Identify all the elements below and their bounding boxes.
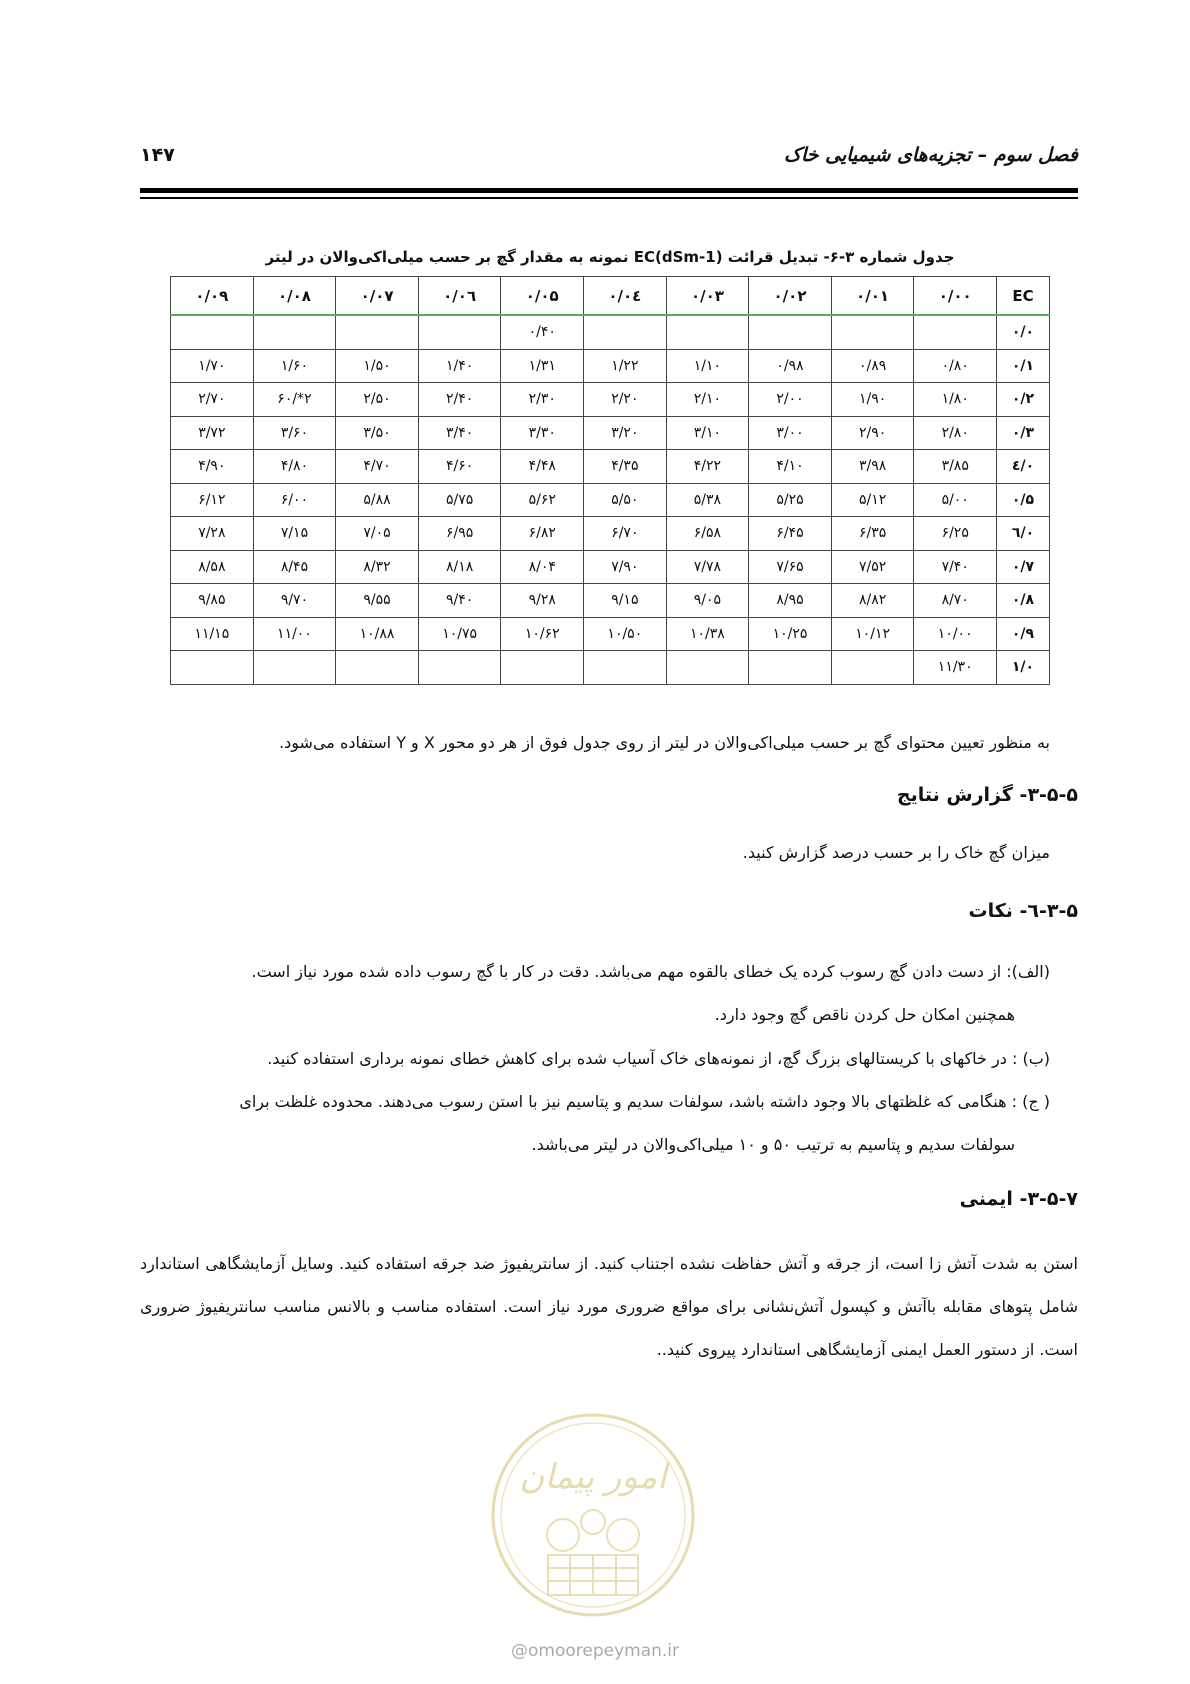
- table-cell: ۵/۱۲: [831, 483, 914, 517]
- table-cell: ۱۱/۱۵: [171, 617, 254, 651]
- table-row-header: ۰/۳: [997, 416, 1050, 450]
- table-cell: ۷/۱۵: [253, 517, 336, 551]
- note-b: (ب) : در خاکهای با کریستالهای بزرگ گچ، از نمونه‌های خاک آسیاب شده برای کاهش خطای نمونه برداری استفاده کنید.: [267, 1049, 1050, 1068]
- table-cell: ۵/۸۸: [336, 483, 419, 517]
- table-cell: ۷/۹۰: [584, 550, 667, 584]
- header-rule-thick: [140, 188, 1078, 193]
- table-cell: ۸/۹۵: [749, 584, 832, 618]
- table-cell: ۲/۷۰: [171, 383, 254, 417]
- results-paragraph: میزان گچ خاک را بر حسب درصد گزارش کنید.: [742, 843, 1050, 862]
- table-cell: ۹/۸۵: [171, 584, 254, 618]
- table-row-header: ۰/۸: [997, 584, 1050, 618]
- table-cell: ۳/۸۵: [914, 450, 997, 484]
- page-header: [140, 144, 1078, 174]
- table-cell: ۱/۸۰: [914, 383, 997, 417]
- table-row-header: ۰/۹: [997, 617, 1050, 651]
- ec-gypsum-table: [170, 276, 1050, 685]
- table-cell: ۱/۴۰: [418, 349, 501, 383]
- table-cell: ۱۰/۸۸: [336, 617, 419, 651]
- table-cell: ۲/۸۰: [914, 416, 997, 450]
- table-cell: ۶/۹۵: [418, 517, 501, 551]
- table-cell: ۷/۲۸: [171, 517, 254, 551]
- table-cell: ۵/۰۰: [914, 483, 997, 517]
- table-cell: ۶/۴۵: [749, 517, 832, 551]
- results-heading: ۳-۵-۵- گزارش نتایج: [896, 784, 1078, 806]
- watermark-logo: [488, 1410, 698, 1620]
- table-cell: ۳/۷۲: [171, 416, 254, 450]
- header-rule-thin: [140, 197, 1078, 199]
- intro-paragraph: به منظور تعیین محتوای گچ بر حسب میلی‌اکی‌والان در لیتر از روی جدول فوق از هر دو محور X و Y استفاده می‌شود.: [279, 733, 1050, 752]
- table-cell: [171, 315, 254, 349]
- table-cell: [831, 651, 914, 685]
- table-cell: ۶/۱۲: [171, 483, 254, 517]
- notes-heading: ۳-۵-٦- نکات: [968, 900, 1078, 922]
- table-header-cell: ۰/۰۲: [749, 277, 832, 316]
- table-header-cell: ۰/۰۸: [253, 277, 336, 316]
- table-cell: ۷/۵۲: [831, 550, 914, 584]
- table-cell: ۸/۰۴: [501, 550, 584, 584]
- table-cell: ۵/۳۸: [666, 483, 749, 517]
- note-a-continued: همچنین امکان حل کردن ناقص گچ وجود دارد.: [714, 1005, 1015, 1024]
- table-cell: ۱/۹۰: [831, 383, 914, 417]
- table-row: [171, 349, 1050, 383]
- table-cell: ۴/۲۲: [666, 450, 749, 484]
- table-cell: [501, 651, 584, 685]
- table-cell: ۱۰/۶۲: [501, 617, 584, 651]
- table-row: [171, 450, 1050, 484]
- chapter-title: فصل سوم – تجزیه‌های شیمیایی خاک: [783, 144, 1078, 166]
- table-cell: ۰/۸۹: [831, 349, 914, 383]
- table-cell: [914, 315, 997, 349]
- table-cell: ۵/۶۲: [501, 483, 584, 517]
- table-cell: ۵/۵۰: [584, 483, 667, 517]
- table-header-cell: ۰/۰۰: [914, 277, 997, 316]
- table-cell: ۱۰/۱۲: [831, 617, 914, 651]
- watermark-logo-lettering: امور پیمان: [519, 1457, 667, 1497]
- table-cell: ۴/۳۵: [584, 450, 667, 484]
- table-body: [171, 315, 1050, 684]
- table-cell: ۱۰/۳۸: [666, 617, 749, 651]
- table-cell: [171, 651, 254, 685]
- table-cell: ۸/۷۰: [914, 584, 997, 618]
- table-cell: ۸/۳۲: [336, 550, 419, 584]
- table-cell: ۳/۵۰: [336, 416, 419, 450]
- page-number: ۱۴۷: [140, 144, 175, 166]
- table-cell: [749, 315, 832, 349]
- table-cell: ۱/۳۱: [501, 349, 584, 383]
- safety-paragraph: استن به شدت آتش زا است، از جرقه و آتش حفاظت نشده اجتناب کنید. از سانتریفیوژ ضد جرقه استفاده کنید. وسایل آزمایشگاهی استاندارد شامل پتوهای مقابله باآتش و کپسول آتش‌نشانی برای مواقع ضروری مورد نیاز است. استفاده مناسب و بالانس مناسب سانتریفیوژ ضروری است. از دستور العمل ایمنی آزمایشگاهی استاندارد پیروی کنید..: [140, 1254, 1078, 1359]
- table-cell: ۱/۲۲: [584, 349, 667, 383]
- table-cell: ۷/۶۵: [749, 550, 832, 584]
- table-cell: ۳/۹۸: [831, 450, 914, 484]
- table-cell: ۰/۸۰: [914, 349, 997, 383]
- note-a: (الف): از دست دادن گچ رسوب کرده یک خطای بالقوه مهم می‌باشد. دقت در کار با گچ رسوب داده شده مورد نیاز است.: [251, 962, 1050, 981]
- table-row-header: ۰/۷: [997, 550, 1050, 584]
- table-cell: ۲*/۶۰: [253, 383, 336, 417]
- table-cell: ۱۱/۳۰: [914, 651, 997, 685]
- table-cell: ۲/۴۰: [418, 383, 501, 417]
- table-cell: ۷/۷۸: [666, 550, 749, 584]
- table-cell: ۹/۰۵: [666, 584, 749, 618]
- table-cell: ۹/۷۰: [253, 584, 336, 618]
- table-row-header: ۰/۰: [997, 315, 1050, 349]
- table-cell: [584, 315, 667, 349]
- table-row-header: ۰/٤: [997, 450, 1050, 484]
- table-cell: ۰/۴۰: [501, 315, 584, 349]
- table-cell: [584, 651, 667, 685]
- table-cell: ۱۰/۷۵: [418, 617, 501, 651]
- table-cell: ۶/۵۸: [666, 517, 749, 551]
- table-row: [171, 315, 1050, 349]
- table-cell: ۲/۲۰: [584, 383, 667, 417]
- table-header-cell: ۰/۰٦: [418, 277, 501, 316]
- table-cell: ۱۱/۰۰: [253, 617, 336, 651]
- table-row: [171, 383, 1050, 417]
- table-cell: ۳/۱۰: [666, 416, 749, 450]
- table-cell: ۲/۹۰: [831, 416, 914, 450]
- table-header-ec: EC: [997, 277, 1050, 316]
- table-row: [171, 651, 1050, 685]
- table-cell: ۱/۱۰: [666, 349, 749, 383]
- table-cell: ۶/۷۰: [584, 517, 667, 551]
- table-header-cell: ۰/۰۳: [666, 277, 749, 316]
- table-cell: [749, 651, 832, 685]
- table-row: [171, 416, 1050, 450]
- table-cell: ۵/۲۵: [749, 483, 832, 517]
- table-row: [171, 584, 1050, 618]
- table-cell: ۴/۴۸: [501, 450, 584, 484]
- note-c-continued: سولفات سدیم و پتاسیم به ترتیب ۵۰ و ۱۰ میلی‌اکی‌والان در لیتر می‌باشد.: [531, 1135, 1015, 1154]
- table-cell: ۴/۷۰: [336, 450, 419, 484]
- table-row-header: ۰/۱: [997, 349, 1050, 383]
- note-c: ( ج) : هنگامی که غلظتهای بالا وجود داشته باشد، سولفات سدیم و پتاسیم نیز با استن رسوب می‌دهند. محدوده غلظت برای: [239, 1092, 1050, 1111]
- table-cell: ۲/۵۰: [336, 383, 419, 417]
- table-cell: ۶/۸۲: [501, 517, 584, 551]
- table-cell: [666, 315, 749, 349]
- table-cell: ۸/۴۵: [253, 550, 336, 584]
- table-cell: ۷/۰۵: [336, 517, 419, 551]
- table-cell: ۹/۱۵: [584, 584, 667, 618]
- table-cell: ۳/۳۰: [501, 416, 584, 450]
- table-cell: ۱/۶۰: [253, 349, 336, 383]
- table-header-cell: ۰/۰۱: [831, 277, 914, 316]
- table-header-cell: ۰/۰۷: [336, 277, 419, 316]
- table-cell: ۳/۴۰: [418, 416, 501, 450]
- safety-heading: ۳-۵-۷- ایمنی: [959, 1188, 1078, 1210]
- table-row-header: ۰/۵: [997, 483, 1050, 517]
- table-cell: ۶/۲۵: [914, 517, 997, 551]
- table-cell: ۱۰/۵۰: [584, 617, 667, 651]
- table-cell: ۱۰/۲۵: [749, 617, 832, 651]
- table-cell: ۸/۸۲: [831, 584, 914, 618]
- table-row: [171, 517, 1050, 551]
- table-cell: ۲/۳۰: [501, 383, 584, 417]
- table-cell: ۹/۲۸: [501, 584, 584, 618]
- table-cell: ۹/۴۰: [418, 584, 501, 618]
- table-cell: ۵/۷۵: [418, 483, 501, 517]
- table-row: [171, 617, 1050, 651]
- table-cell: [336, 651, 419, 685]
- table-cell: ۱/۷۰: [171, 349, 254, 383]
- table-cell: ۳/۲۰: [584, 416, 667, 450]
- table-cell: ۰/۹۸: [749, 349, 832, 383]
- watermark-url: @omoorepeyman.ir: [510, 1641, 680, 1661]
- table-row-header: ۱/۰: [997, 651, 1050, 685]
- table-cell: ۱/۵۰: [336, 349, 419, 383]
- table-cell: ۴/۹۰: [171, 450, 254, 484]
- table-cell: [418, 315, 501, 349]
- table-cell: ۴/۶۰: [418, 450, 501, 484]
- table-cell: [336, 315, 419, 349]
- table-row: [171, 550, 1050, 584]
- table-header-cell: ۰/۰٤: [584, 277, 667, 316]
- table-cell: ۲/۰۰: [749, 383, 832, 417]
- table-cell: ۳/۶۰: [253, 416, 336, 450]
- table-header-cell: ۰/۰۵: [501, 277, 584, 316]
- table-cell: ۷/۴۰: [914, 550, 997, 584]
- table-cell: ۱۰/۰۰: [914, 617, 997, 651]
- table-cell: ۳/۰۰: [749, 416, 832, 450]
- table-cell: [418, 651, 501, 685]
- table-cell: ۲/۱۰: [666, 383, 749, 417]
- table-cell: [666, 651, 749, 685]
- table-row: [171, 483, 1050, 517]
- table-header-cell: ۰/۰۹: [171, 277, 254, 316]
- table-cell: ۴/۱۰: [749, 450, 832, 484]
- table-cell: ۸/۱۸: [418, 550, 501, 584]
- table-row-header: ۰/۲: [997, 383, 1050, 417]
- table-cell: ۴/۸۰: [253, 450, 336, 484]
- table-caption: جدول شماره ۳-۶- تبدیل قرائت (EC(dSm-1 نمونه به مقدار گچ بر حسب میلی‌اکی‌والان در لیتر: [265, 248, 955, 266]
- table-header-row: [171, 277, 1050, 316]
- table-cell: [253, 651, 336, 685]
- table-cell: ۶/۰۰: [253, 483, 336, 517]
- table-cell: ۶/۳۵: [831, 517, 914, 551]
- table-cell: [253, 315, 336, 349]
- table-cell: [831, 315, 914, 349]
- table-row-header: ۰/٦: [997, 517, 1050, 551]
- table-cell: ۹/۵۵: [336, 584, 419, 618]
- table-cell: ۸/۵۸: [171, 550, 254, 584]
